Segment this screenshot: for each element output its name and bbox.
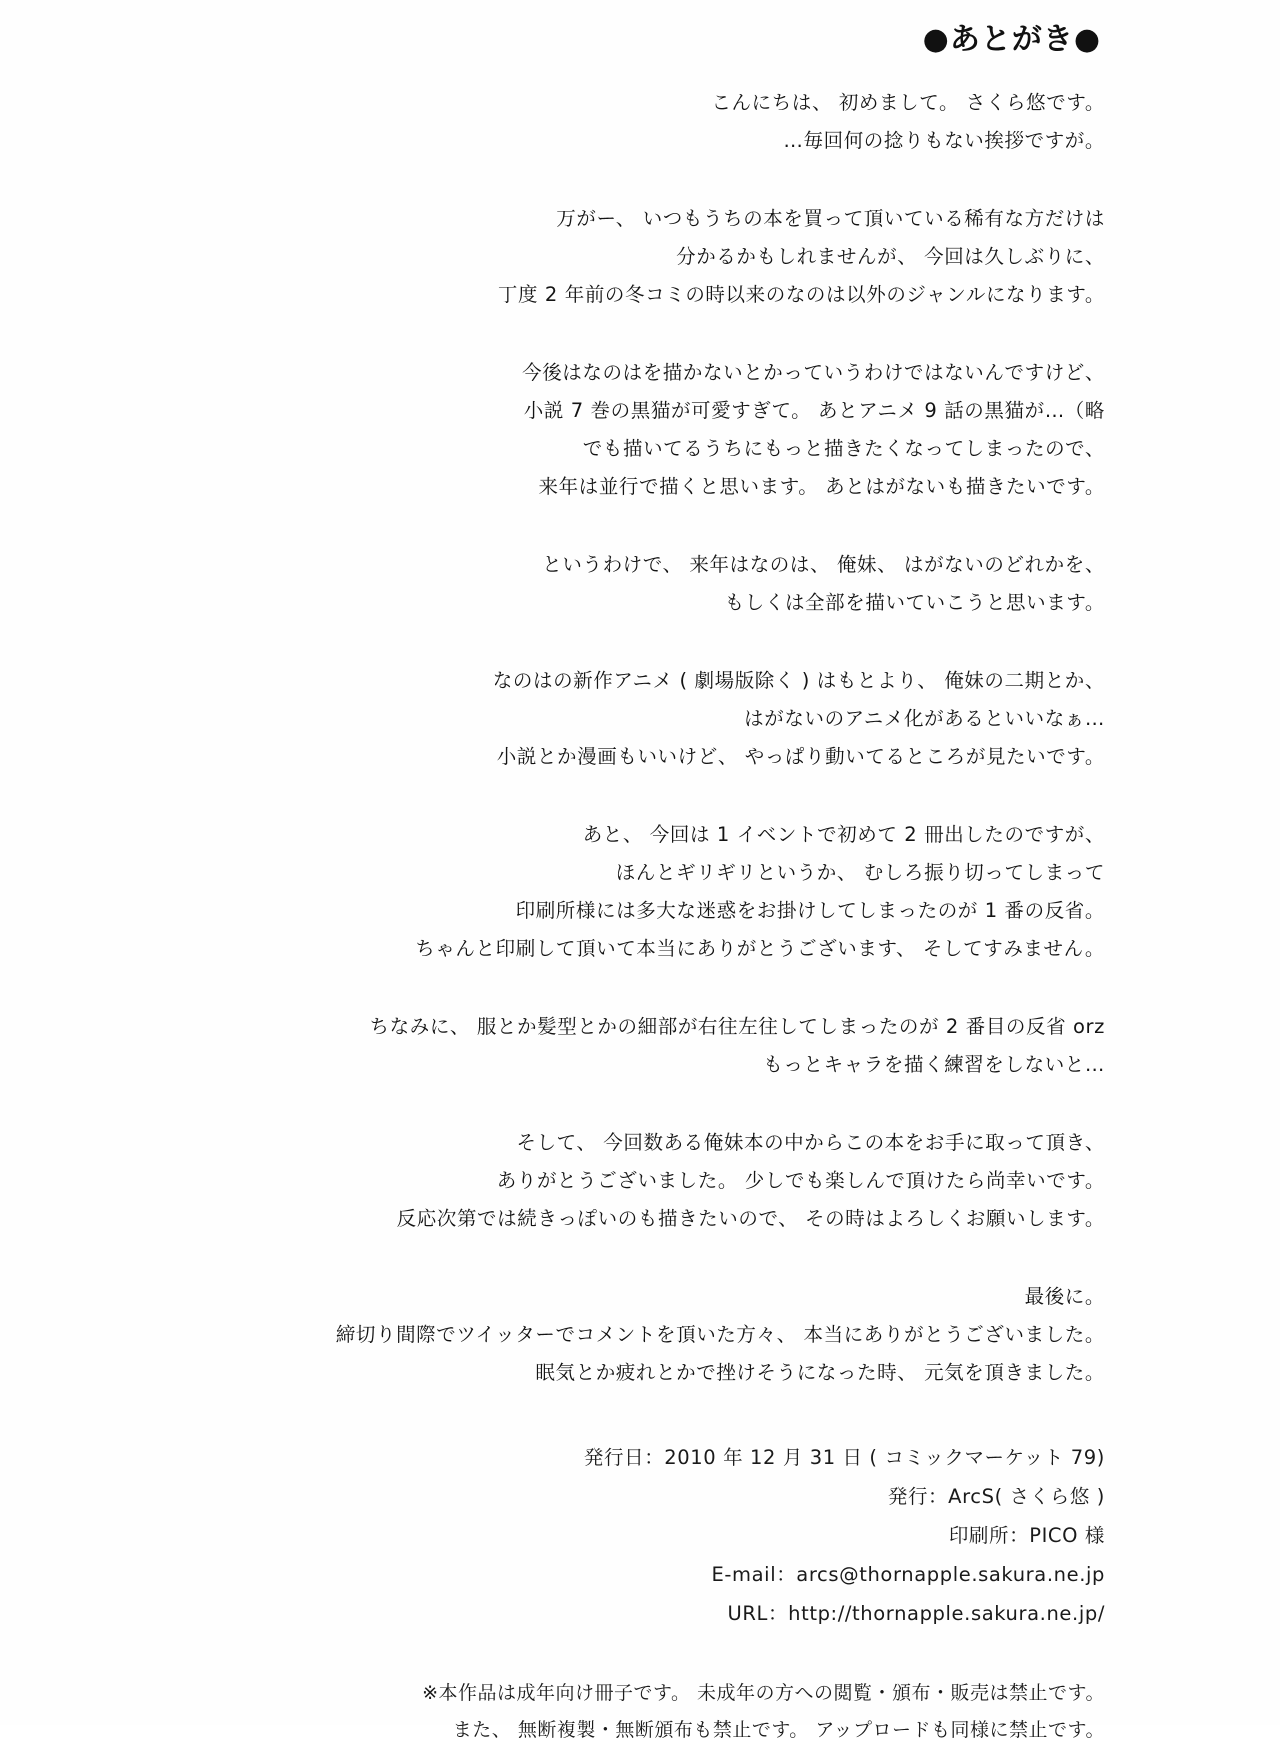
paragraph-plans	[0, 546, 1105, 622]
text-line: 最後に。	[1024, 1285, 1105, 1308]
text-line: 小説とか漫画もいいけど、 やっぱり動いてるところが見たいです。	[496, 745, 1105, 768]
text-line: こんにちは、 初めまして。 さくら悠です。	[711, 91, 1105, 114]
text-line: 万がー、 いつもうちの本を買って頂いている稀有な方だけは	[556, 207, 1105, 230]
paragraph-genre-note	[0, 200, 1105, 314]
paragraph-kuroneko-note	[0, 354, 1105, 506]
text-line: ちゃんと印刷して頂いて本当にありがとうございます、 そしてすみません。	[415, 937, 1105, 960]
colophon-url: URL：http://thornapple.sakura.ne.jp/	[727, 1602, 1105, 1625]
text-line: ありがとうございました。 少しでも楽しんで頂けたら尚幸いです。	[496, 1169, 1105, 1192]
paragraph-printer-apology	[0, 816, 1105, 968]
text-line: はがないのアニメ化があるといいなぁ…	[744, 707, 1105, 730]
text-line: 反応次第では続きっぽいのも描きたいので、 その時はよろしくお願いします。	[396, 1207, 1105, 1230]
paragraph-greeting	[0, 84, 1105, 160]
text-line: 眠気とか疲れとかで挫けそうになった時、 元気を頂きました。	[535, 1361, 1105, 1384]
age-restriction-notice	[0, 1675, 1105, 1749]
notice-line: また、 無断複製・無断頒布も禁止です。 アップロードも同様に禁止です。	[452, 1719, 1105, 1741]
text-line: ほんとギリギリというか、 むしろ振り切ってしまって	[615, 861, 1105, 884]
text-line: 締切り間際でツイッターでコメントを頂いた方々、 本当にありがとうございました。	[335, 1323, 1105, 1346]
text-line: あと、 今回は 1 イベントで初めて 2 冊出したのですが、	[582, 823, 1105, 846]
text-line: でも描いてるうちにもっと描きたくなってしまったので、	[582, 437, 1105, 460]
text-line: なのはの新作アニメ ( 劇場版除く ) はもとより、 俺妹の二期とか、	[492, 669, 1105, 692]
text-line: 今後はなのはを描かないとかっていうわけではないんですけど、	[522, 361, 1105, 384]
text-line: 印刷所様には多大な迷惑をお掛けしてしまったのが 1 番の反省。	[515, 899, 1105, 922]
text-line: 丁度 2 年前の冬コミの時以来のなのは以外のジャンルになります。	[497, 283, 1105, 306]
page-title: ●あとがき●	[922, 22, 1101, 57]
paragraph-anime-wish	[0, 662, 1105, 776]
colophon-publisher: 発行：ArcS( さくら悠 )	[887, 1485, 1105, 1508]
text-line: もっとキャラを描く練習をしないと…	[763, 1053, 1105, 1076]
colophon-printer: 印刷所：PICO 様	[948, 1524, 1105, 1547]
text-line: というわけで、 来年はなのは、 俺妹、 はがないのどれかを、	[542, 553, 1105, 576]
paragraph-second-regret	[0, 1008, 1105, 1084]
text-line: 来年は並行で描くと思います。 あとはがないも描きたいです。	[538, 475, 1105, 498]
text-line: ちなみに、 服とか髪型とかの細部が右往左往してしまったのが 2 番目の反省 orz	[369, 1015, 1105, 1038]
notice-line: ※本作品は成年向け冊子です。 未成年の方への閲覧・頒布・販売は禁止です。	[422, 1682, 1105, 1704]
text-line: 小説 7 巻の黒猫が可愛すぎて。 あとアニメ 9 話の黒猫が…（略	[523, 399, 1105, 422]
paragraph-thanks-reader	[0, 1124, 1105, 1238]
text-line: そして、 今回数ある俺妹本の中からこの本をお手に取って頂き、	[516, 1131, 1105, 1154]
text-line: 分かるかもしれませんが、 今回は久しぶりに、	[676, 245, 1105, 268]
text-line: …毎回何の捻りもない挨拶ですが。	[783, 129, 1105, 152]
colophon-publish-date: 発行日：2010 年 12 月 31 日 ( コミックマーケット 79)	[583, 1446, 1105, 1469]
paragraph-closing-thanks	[0, 1278, 1105, 1392]
colophon-email: E-mail：arcs@thornapple.sakura.ne.jp	[711, 1563, 1105, 1586]
text-line: もしくは全部を描いていこうと思います。	[724, 591, 1105, 614]
colophon	[0, 1438, 1105, 1633]
